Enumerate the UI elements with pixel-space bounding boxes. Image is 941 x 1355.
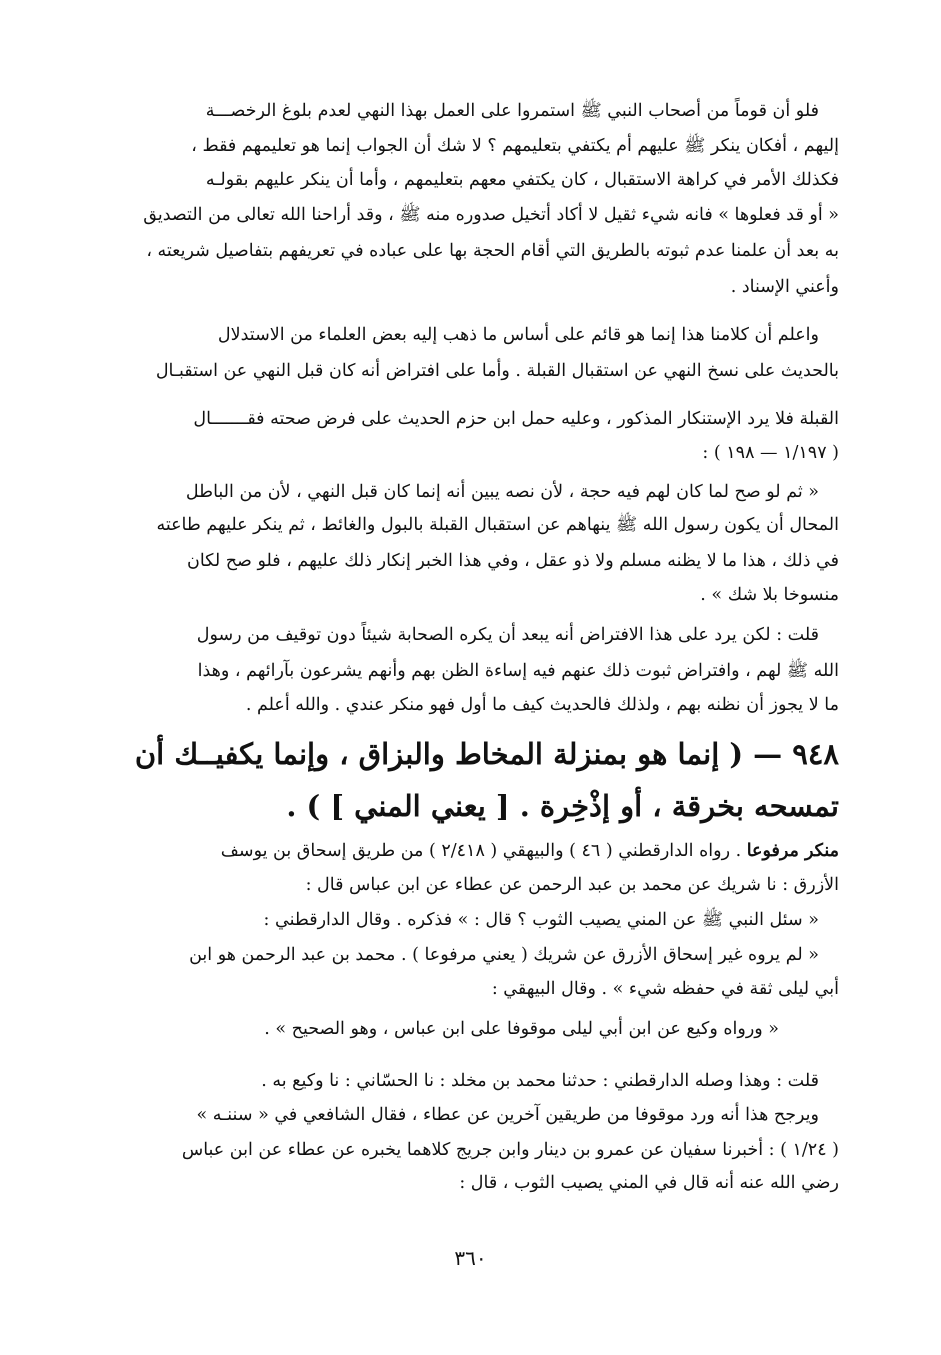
text-line: بالحديث على نسخ النهي عن استقبال القبلة . وأما على افتراض أنه كان قبل النهي عن استقبـال — [155, 361, 839, 381]
text-line: ويرجح هذا أنه ورد موقوفا من طريقين آخرين عن عطاء ، فقال الشافعي في « سننـه » — [196, 1105, 819, 1125]
text-line: به بعد أن علمنا عدم ثبوته بالطريق التي أقام الحجة بها على عباده في تعريفهم بتفاصيل شريعته ، — [146, 241, 839, 261]
text-line: القبلة فلا يرد الإستنكار المذكور ، وعليه حمل ابن حزم الحديث على فرض صحته فقـــــــال — [193, 409, 839, 429]
text-line: ( ١/٢٤ ) : أخبرنا سفيان عن عمرو بن دينار وابن جريج كلاهما يخبره عن عطاء عن ابن عباس — [181, 1140, 839, 1160]
text-line: ما لا يجوز أن نظنه بهم ، ولذلك فالحديث كيف ما أول فهو منكر عندي . والله أعلم . — [245, 695, 839, 715]
quote-line: « ورواه وكيع عن ابن أبي ليلى موقوفا على ابن عباس ، وهو الصحيح » . — [264, 1019, 779, 1039]
quote-line: « ثم لو صح لما كان لهم فيه حجة ، لأن نصه يبين أنه إنما كان قبل النهي ، لأن من الباطل — [185, 482, 819, 502]
grading-label: منكر مرفوعا — [746, 841, 839, 861]
text-line: ( ١/١٩٧ — ١٩٨ ) : — [702, 443, 839, 463]
quote-line: « لم يروه غير إسحاق الأزرق عن شريك ( يعني مرفوعا ) . محمد بن عبد الرحمن هو ابن — [189, 945, 819, 965]
text-line: أبي ليلى ثقة في حفظه شيء » . وقال البيهقي : — [491, 979, 839, 999]
hadith-heading: تمسحه بخرقة ، أو إذْخِرة . [ يعني المني ] ) . — [286, 789, 839, 823]
hadith-heading: ٩٤٨ — ( إنما هو بمنزلة المخاط والبزاق ، وإنما يكفيــك أن — [134, 737, 839, 771]
page-number: ٣٦٠ — [454, 1246, 487, 1270]
quote-line: منسوخا بلا شك » . — [700, 585, 839, 605]
text-line: قلت : لكن يرد على هذا الافتراض أنه يبعد أن يكره الصحابة شيئاً دون توقيف من رسول — [196, 625, 819, 645]
text-line: إليهم ، أفكان ينكر ﷺ عليهم أم يكتفي بتعليمهم ؟ لا شك أن الجواب إنما هو تعليمهم فقط ، — [191, 136, 839, 156]
text-line: الله ﷺ لهم ، وافتراض ثبوت ذلك عنهم فيه إساءة الظن بهم وأنهم يشرعون بآرائهم ، وهذا — [197, 661, 839, 681]
text-line: وأعني الإسناد . — [730, 277, 839, 297]
text-line: فلو أن قوماً من أصحاب النبي ﷺ استمروا على العمل بهذا النهي لعدم بلوغ الرخصـــة — [205, 101, 819, 121]
text-line: « أو قد فعلوها » فانه شيء ثقيل لا أكاد أتخيل صدوره منه ﷺ ، وقد أراحنا الله تعالى من التصديق — [143, 205, 839, 225]
quote-line: في ذلك ، هذا ما لا يظنه مسلم ولا ذو عقل ، وفي هذا الخبر إنكار ذلك عليهم ، فلو صح لكان — [186, 551, 839, 571]
grading-text: . رواه الدارقطني ( ٤٦ ) والبيهقي ( ٢/٤١٨ ) من طريق إسحاق بن يوسف — [220, 841, 747, 861]
grading-line — [103, 836, 839, 866]
text-line: الأزرق : نا شريك عن محمد بن عبد الرحمن عن عطاء عن ابن عباس قال : — [305, 875, 839, 895]
text-line: رضي الله عنه أنه قال في المني يصيب الثوب ، قال : — [459, 1173, 839, 1193]
quote-line: « سئل النبي ﷺ عن المني يصيب الثوب ؟ قال : » فذكره . وقال الدارقطني : — [263, 910, 819, 930]
text-line: واعلم أن كلامنا هذا إنما هو قائم على أساس ما ذهب إليه بعض العلماء من الاستدلال — [217, 325, 819, 345]
text-line: فكذلك الأمر في كراهة الاستقبال ، كان يكتفي معهم بتعليمهم ، وأما أن ينكر عليهم بقولـه — [205, 170, 839, 190]
quote-line: المحال أن يكون رسول الله ﷺ ينهاهم عن استقبال القبلة بالبول والغائط ، ثم ينكر عليهم طاعته — [156, 515, 839, 535]
text-line: قلت : وهذا وصله الدارقطني : حدثنا محمد بن مخلد : نا الحسّاني : نا وكيع به . — [261, 1071, 819, 1091]
